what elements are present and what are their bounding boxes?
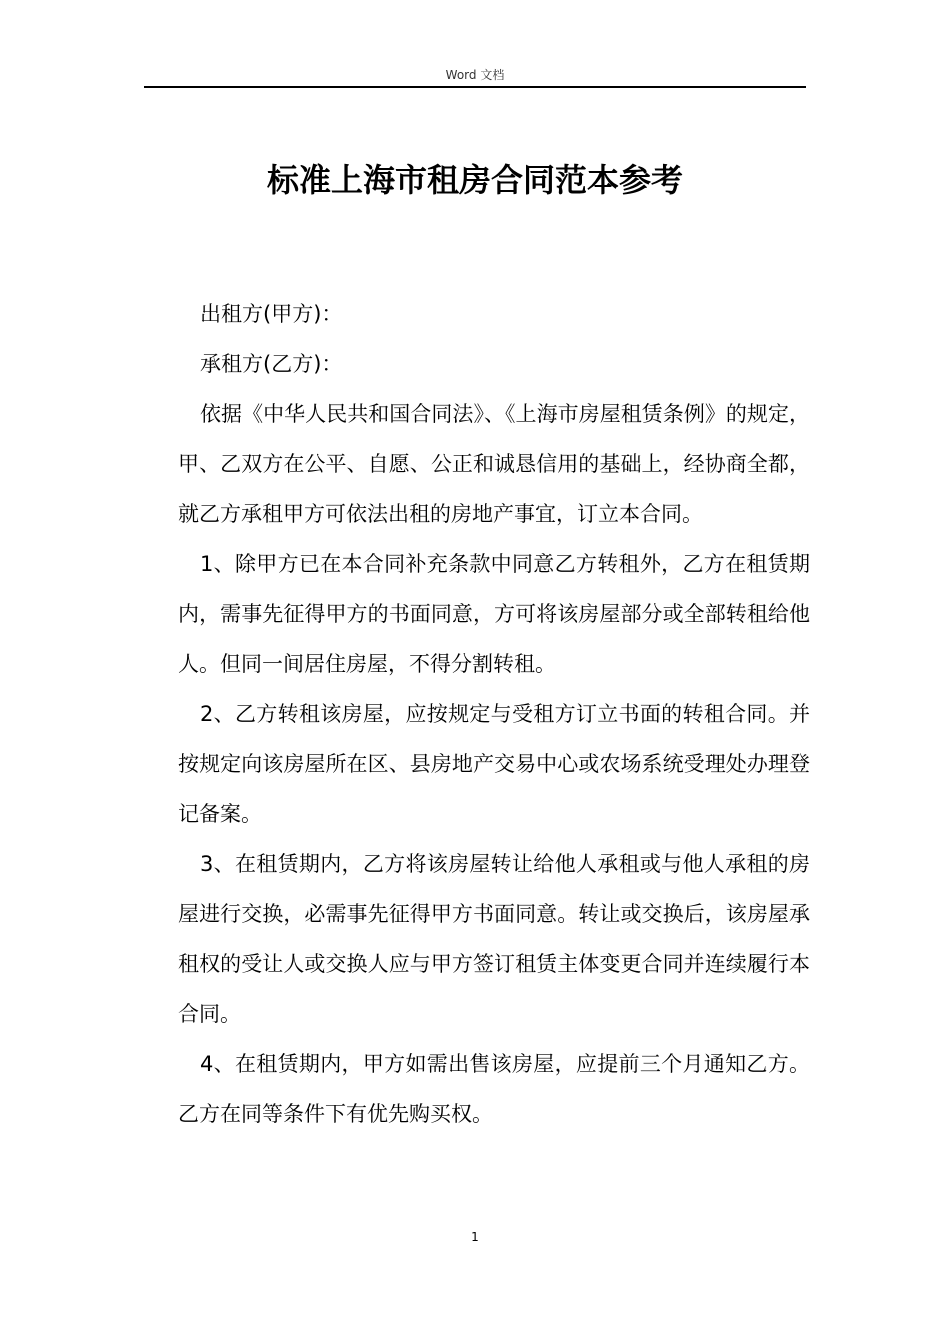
paragraph-lessee: 承租方(乙方)： <box>200 352 343 376</box>
paragraph-clause-1: 1、除甲方已在本合同补充条款中同意乙方转租外，乙方在租赁期内，需事先征得甲方的书面同意，方可将该房屋部分或全部转租给他人。但同一间居住房屋，不得分割转租。 <box>178 552 810 676</box>
paragraph-clause-2: 2、乙方转租该房屋，应按规定与受租方订立书面的转租合同。并按规定向该房屋所在区、县房地产交易中心或农场系统受理处办理登记备案。 <box>178 702 810 826</box>
header-divider <box>144 86 806 88</box>
paragraph-clause-3: 3、在租赁期内，乙方将该房屋转让给他人承租或与他人承租的房屋进行交换，必需事先征得甲方书面同意。转让或交换后，该房屋承租权的受让人或交换人应与甲方签订租赁主体变更合同并连续履行本合同。 <box>178 852 810 1026</box>
paragraph-clause-4: 4、在租赁期内，甲方如需出售该房屋，应提前三个月通知乙方。乙方在同等条件下有优先购买权。 <box>178 1052 810 1126</box>
document-title: 标准上海市租房合同范本参考 <box>266 161 683 199</box>
paragraph-lessor: 出租方(甲方)： <box>200 302 343 326</box>
document-body <box>178 289 810 1139</box>
page-header-label: Word 文档 <box>445 68 505 82</box>
paragraph-preamble: 依据《中华人民共和国合同法》、《上海市房屋租赁条例》的规定，甲、乙双方在公平、自愿、公正和诚恳信用的基础上，经协商全都，就乙方承租甲方可依法出租的房地产事宜，订立本合同。 <box>178 402 810 526</box>
page-number: 1 <box>471 1230 479 1244</box>
